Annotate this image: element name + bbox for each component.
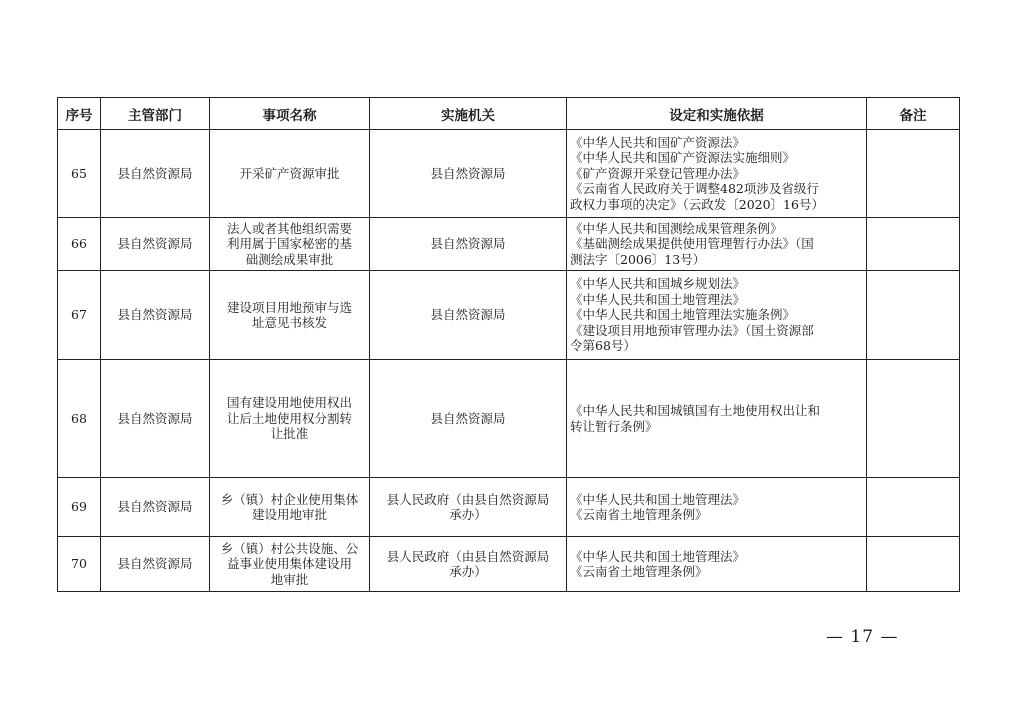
cell-item-name-line: 地审批	[270, 571, 309, 587]
cell-seq: 69	[58, 478, 101, 537]
table-row	[58, 271, 960, 360]
table-row	[58, 130, 960, 218]
cell-dept: 县自然资源局	[101, 218, 210, 271]
cell-basis	[567, 537, 867, 592]
cell-item-name-line: 乡（镇）村企业使用集体	[220, 491, 359, 507]
cell-basis-line: 测法字〔2006〕13号）	[570, 251, 706, 267]
cell-agency-line: 县人民政府（由县自然资源局	[386, 548, 550, 564]
cell-item-name-line: 法人或者其他组织需要	[226, 220, 352, 236]
cell-seq: 65	[58, 130, 101, 218]
cell-agency	[370, 218, 567, 271]
cell-note	[867, 360, 960, 478]
cell-item-name-line: 础测绘成果审批	[245, 251, 334, 267]
cell-seq: 70	[58, 537, 101, 592]
cell-basis	[567, 478, 867, 537]
cell-dept: 县自然资源局	[101, 360, 210, 478]
table-row	[58, 537, 960, 592]
cell-seq: 67	[58, 271, 101, 360]
cell-item-name-line: 利用属于国家秘密的基	[226, 236, 352, 252]
cell-basis-line: 《中华人民共和国土地管理法》	[570, 291, 746, 307]
cell-agency-line: 县人民政府（由县自然资源局	[386, 491, 550, 507]
cell-basis-line: 《云南省土地管理条例》	[570, 507, 708, 522]
cell-note	[867, 537, 960, 592]
cell-agency	[370, 478, 567, 537]
header-dept: 主管部门	[101, 98, 210, 130]
cell-dept: 县自然资源局	[101, 537, 210, 592]
header-basis: 设定和实施依据	[567, 98, 867, 130]
cell-item-name-line: 让批准	[270, 426, 309, 442]
cell-agency	[370, 271, 567, 360]
cell-item-name	[210, 218, 370, 271]
cell-basis	[567, 218, 867, 271]
header-note: 备注	[867, 98, 960, 130]
cell-agency-line: 承办）	[449, 564, 487, 579]
cell-item-name-line: 让后土地使用权分割转	[226, 410, 352, 426]
cell-basis	[567, 271, 867, 360]
cell-item-name-line: 址意见书核发	[251, 315, 327, 330]
cell-basis-line: 《基础测绘成果提供使用管理暂行办法》（国	[570, 236, 814, 252]
cell-basis-line: 《中华人民共和国土地管理法》	[570, 491, 746, 507]
header-item-name: 事项名称	[210, 98, 370, 130]
cell-basis-line: 《中华人民共和国城乡规划法》	[570, 276, 746, 292]
cell-agency-line: 县自然资源局	[430, 307, 506, 323]
cell-item-name-line: 益事业使用集体建设用	[226, 556, 352, 572]
cell-item-name-line: 开采矿产资源审批	[239, 165, 340, 181]
cell-agency-line: 县自然资源局	[430, 236, 506, 252]
cell-dept: 县自然资源局	[101, 478, 210, 537]
cell-basis	[567, 130, 867, 218]
cell-note	[867, 271, 960, 360]
cell-item-name	[210, 360, 370, 478]
cell-basis-line: 《中华人民共和国土地管理法》	[570, 548, 746, 564]
cell-item-name	[210, 537, 370, 592]
cell-note	[867, 218, 960, 271]
cell-item-name-line: 建设用地审批	[251, 507, 327, 522]
cell-basis-line: 《中华人民共和国矿产资源法》	[570, 134, 746, 150]
cell-agency	[370, 537, 567, 592]
table-body	[58, 130, 960, 592]
cell-basis-line: 转让暂行条例》	[570, 418, 658, 434]
cell-basis-line: 《矿产资源开采登记管理办法》	[570, 165, 746, 181]
cell-basis-line: 《云南省人民政府关于调整482项涉及省级行	[570, 181, 819, 197]
cell-note	[867, 130, 960, 218]
cell-basis-line: 令第68号）	[570, 338, 636, 354]
table-header-row	[58, 98, 960, 130]
cell-basis	[567, 360, 867, 478]
cell-agency-line: 县自然资源局	[430, 410, 506, 426]
cell-item-name-line: 乡（镇）村公共设施、公	[220, 540, 359, 556]
cell-basis-line: 《中华人民共和国测绘成果管理条例》	[570, 220, 783, 236]
cell-basis-line: 《中华人民共和国土地管理法实施条例》	[570, 307, 796, 323]
cell-item-name	[210, 271, 370, 360]
page-number: — 17 —	[826, 627, 899, 647]
cell-agency-line: 承办）	[449, 507, 487, 522]
cell-item-name	[210, 478, 370, 537]
header-agency: 实施机关	[370, 98, 567, 130]
header-seq: 序号	[58, 98, 101, 130]
approval-items-table	[57, 97, 960, 592]
table-row	[58, 360, 960, 478]
cell-basis-line: 政权力事项的决定》（云政发〔2020〕16号）	[570, 196, 824, 212]
cell-item-name-line: 国有建设用地使用权出	[226, 395, 352, 411]
cell-agency	[370, 360, 567, 478]
cell-item-name	[210, 130, 370, 218]
cell-basis-line: 《中华人民共和国城镇国有土地使用权出让和	[570, 403, 821, 418]
cell-agency-line: 县自然资源局	[430, 165, 506, 181]
cell-basis-line: 《云南省土地管理条例》	[570, 564, 708, 579]
cell-note	[867, 478, 960, 537]
table-row	[58, 218, 960, 271]
cell-item-name-line: 建设项目用地预审与选	[226, 299, 352, 315]
cell-dept: 县自然资源局	[101, 130, 210, 218]
cell-seq: 66	[58, 218, 101, 271]
cell-basis-line: 《中华人民共和国矿产资源法实施细则》	[570, 150, 796, 166]
cell-basis-line: 《建设项目用地预审管理办法》（国土资源部	[570, 322, 814, 338]
cell-agency	[370, 130, 567, 218]
cell-dept: 县自然资源局	[101, 271, 210, 360]
cell-seq: 68	[58, 360, 101, 478]
table-row	[58, 478, 960, 537]
